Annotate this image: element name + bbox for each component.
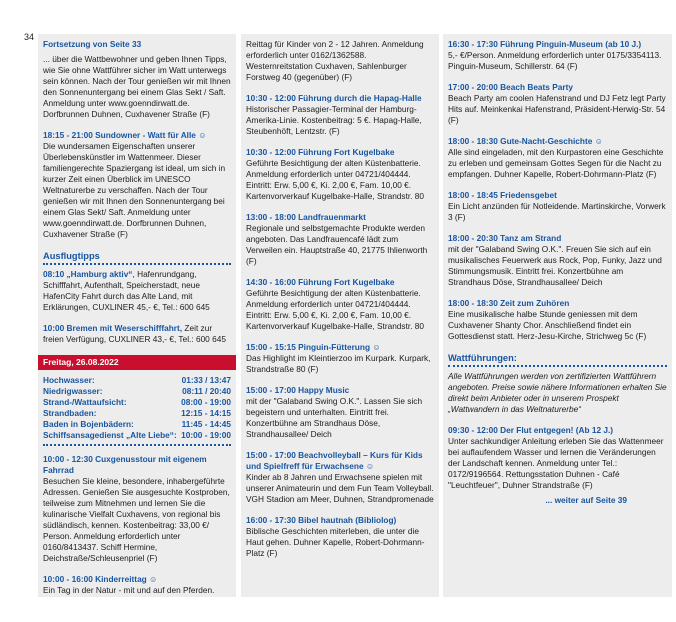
continued-to-link[interactable]: ... weiter auf Seite 39 [545, 495, 627, 505]
tide-label: Strand-/Wattaufsicht: [43, 397, 127, 407]
event-text: Beach Party am coolen Hafenstrand und DJ Fetz legt Party Hits auf. Meinkenkai Hafenstrand, Präsident-Herwig-Str. 54 (F) [448, 93, 666, 125]
event-title: 09:30 - 12:00 Der Flut entgegen! (Ab 12 J.) [448, 425, 614, 435]
event-bremen [43, 323, 231, 345]
watt-note [448, 371, 667, 415]
continued-from: Fortsetzung von Seite 33 [43, 39, 142, 49]
event-title: 10:00 - 16:00 Kinderreittag ☺ [43, 574, 158, 584]
event-title: 16:30 - 17:30 Führung Pinguin-Museum (ab 10 J.) [448, 39, 642, 49]
tide-row [43, 386, 231, 397]
tide-value: 12:15 - 14:15 [181, 408, 231, 418]
event-text: Reittag für Kinder von 2 - 12 Jahren. Anmeldung erforderlich unter 0162/1362588. Westernreitstation Cuxhaven, Sahlenburger Forstweg 40 (gegenüber) (F) [246, 39, 424, 82]
tide-row [43, 419, 231, 430]
event-title: 16:00 - 17:30 Bibel hautnah (Bibliolog) [246, 515, 397, 525]
event-text: Biblische Geschichten miterleben, die unter die Haut gehen. Duhner Kapelle, Robert-Dohrmann-Platz (F) [246, 526, 425, 558]
event-text: mit der "Galaband Swing O.K.". Freuen Sie sich auf ein musikalisches Feuerwerk aus Rock, Pop, Funky, Jazz und Stimmungsmusik. Eintritt frei. Konzertbühne am Strandhaus Döse, Strandhausallee/ Deich [448, 244, 662, 287]
tide-value: 10:00 - 19:00 [181, 430, 231, 440]
event-zuhoeren [448, 298, 667, 342]
tide-row [43, 430, 231, 441]
event-gute-nacht [448, 136, 667, 180]
tide-row [43, 397, 231, 408]
event-text: Das Highlight im Kleintierzoo im Kurpark. Kurpark, Strandstraße 80 (F) [246, 353, 431, 374]
event-title: 18:15 - 21:00 Sundowner - Watt für Alle ☺ [43, 130, 207, 140]
tide-label: Hochwasser: [43, 375, 95, 385]
tide-row [43, 408, 231, 419]
tide-table [43, 375, 231, 446]
event-title: 18:00 - 18:30 Gute-Nacht-Geschichte ☺ [448, 136, 604, 146]
event-title: 18:00 - 18:30 Zeit zum Zuhören [448, 298, 570, 308]
event-title: 15:00 - 15:15 Pinguin-Fütterung ☺ [246, 342, 381, 352]
event-sundowner [43, 130, 231, 240]
event-kinderreittag [43, 574, 231, 596]
event-title: 10:00 Bremen mit Weserschifffahrt, [43, 323, 183, 333]
column-3 [443, 34, 672, 597]
event-title: 13:00 - 18:00 Landfrauenmarkt [246, 212, 366, 222]
page-number: 34 [24, 32, 35, 42]
event-title: 10:30 - 12:00 Führung durch die Hapag-Halle [246, 93, 422, 103]
event-text: Ein Tag in der Natur - mit und auf den Pferden. [43, 585, 215, 595]
event-text: Die wundersamen Eigenschaften unserer Überlebenskünstler im Wattenmeer. Dieser familiengerechte Spaziergang ist ideal, um sich in kurzer Zeit einen Überblick im UNESCO Weltnaturerbe zu verschaffen. Nach der Tour genießen wir mit Ihnen den Sonnenuntergang bei einem Glas Sekt/ Saft. Anmeldung unter www.goenndirwatt.de. Dorfbrunnen Duhnen, Cuxhavener Straße (F) [43, 141, 226, 239]
event-text: Ein Licht anzünden für Notleidende. Martinskirche, Vorwerk 3 (F) [448, 201, 666, 222]
tide-value: 08:11 / 20:40 [182, 386, 231, 396]
event-kugelbake-2 [246, 277, 434, 332]
section-wattfuehrungen: Wattführungen: [448, 352, 667, 367]
event-text: Regionale und selbstgemachte Produkte werden angeboten. Das Landfrauencafé lädt zum Verweilen ein. Hauptstraße 40, 21775 Ihlienworth (F) [246, 223, 428, 266]
event-landfrauenmarkt [246, 212, 434, 267]
tide-label: Schiffsansagedienst „Alte Liebe“: [43, 430, 177, 440]
tide-value: 11:45 - 14:45 [181, 419, 231, 429]
day-header: Freitag, 26.08.2022 [38, 355, 236, 370]
event-title: 18:00 - 18:45 Friedensgebet [448, 190, 557, 200]
intro-text: ... über die Wattbewohner und geben Ihnen Tipps, wie Sie ohne Wattführer sicher im Watt unterwegs sein können. Nach der Tour genießen wir mit Ihnen den Sonnenuntergang bei einem Glas Sekt / Saft. Anmeldung unter www.goenndirwatt.de. Dorfbrunnen Duhnen, Cuxhavener Straße (F) [43, 54, 231, 119]
event-pinguin-museum [448, 39, 667, 72]
section-ausflugtipps: Ausflugtipps [43, 250, 231, 265]
event-pinguin-fuetterung [246, 342, 434, 375]
event-kugelbake-1 [246, 147, 434, 202]
event-text: 5,- €/Person. Anmeldung erforderlich unter 0175/3354113. Pinguin-Museum, Schillerstr. 64 (F) [448, 50, 662, 71]
note-text: Alle Wattführungen werden von zertifizierten Wattführern angeboten. Preise sowie nähere Informationen erhalten Sie direkt beim Anbieter oder in unserem Prospekt „Wattwandern in das Weltnaturerbe“ [448, 371, 667, 414]
event-text: Geführte Besichtigung der alten Küstenbatterie. Anmeldung erforderlich unter 04721/404444. Eintritt: Erw. 5,00 €, Ki. 2,00 €, Fam. 10,00 €. Kartenvorverkauf Kugelbake-Halle, Strandstr. 80 [246, 288, 425, 331]
event-text: , Hafenrundgang, Schifffahrt, Aufenthalt, Speicherstadt, neue HafenCity Fahrt durch das Alte Land, mit Erklärungen, CUXLINER 45,- €, Tel.: 600 645 [43, 269, 210, 312]
event-title: 14:30 - 16:00 Führung Fort Kugelbake [246, 277, 395, 287]
event-text: Historischer Passagier-Terminal der Hamburg-Amerika-Linie. Kostenbeitrag: 5 €. Hapag-Halle, Steubenhöft, Lentzstr. (F) [246, 104, 422, 136]
event-tanz [448, 233, 667, 288]
tide-label: Baden in Bojenbädern: [43, 419, 134, 429]
event-title: 15:00 - 17:00 Happy Music [246, 385, 350, 395]
event-happy-music [246, 385, 434, 440]
event-title: 18:00 - 20:30 Tanz am Strand [448, 233, 562, 243]
event-text: Zeit zur freien Verfügung, CUXLINER 43,- €, Tel.: 600 645 [43, 323, 226, 344]
event-beach-party [448, 82, 667, 126]
event-text: Unter sachkundiger Anleitung erleben Sie das Wattenmeer bei auflaufendem Wasser und lernen die Veränderungen der Landschaft kennen. Anmeldung unter Tel.: 0172/9196564. Rettungsstation Duhnen - Café "Leuchtfeuer", Duhner Strandstraße (F) [448, 436, 664, 490]
tide-value: 01:33 / 13:47 [181, 375, 231, 385]
column-2 [241, 34, 439, 597]
intro-block [43, 39, 231, 120]
event-friedensgebet [448, 190, 667, 223]
event-text: Kinder ab 8 Jahren und Erwachsene spielen mit unserer Animateurin und dem Fun Team Volleyball. VGH Stadion am Meer, Duhnen, Strandpromenade [246, 472, 434, 504]
column-1 [38, 34, 236, 597]
event-bibel [246, 515, 434, 559]
event-hamburg [43, 269, 231, 313]
event-hapag [246, 93, 434, 137]
event-text: Alle sind eingeladen, mit den Kurpastoren eine Geschichte zu erleben und gemeinsam Gottes Segen für die Nacht zu empfangen. Duhner Kapelle, Robert-Dohrmann-Platz (F) [448, 147, 664, 179]
event-title: 10:30 - 12:00 Führung Fort Kugelbake [246, 147, 395, 157]
tide-row [43, 375, 231, 386]
event-text: Besuchen Sie kleine, besondere, inhabergeführte Adressen. Genießen Sie ausgesuchte Kostproben, teilweise zum Mitnehmen und lernen Sie die kulinarische Vielfalt Cuxhavens, von regional bis südländisch, kennen. Kostenbeitrag: 33,00 €/ Person. Anmeldung erforderlich unter 0160/8413437. Schiff Hermine, Deichstraße/Schleusenpriel (F) [43, 476, 230, 563]
event-title: 10:00 - 12:30 Cuxgenusstour mit eigenem Fahrrad [43, 454, 207, 475]
event-title: 17:00 - 20:00 Beach Beats Party [448, 82, 573, 92]
tide-label: Niedrigwasser: [43, 386, 103, 396]
event-text: Eine musikalische halbe Stunde geniessen mit dem Cuxhavener Shanty Chor. Anschließend findet ein Gottesdienst statt. Herz-Jesu-Kirche, Strichweg 5c (F) [448, 309, 647, 341]
event-flut [448, 425, 667, 491]
event-title: 08:10 „Hamburg aktiv“ [43, 269, 133, 279]
event-cuxgenusstour [43, 454, 231, 564]
dotted-divider [43, 444, 231, 446]
event-reittag-cont [246, 39, 434, 83]
event-beachvolleyball [246, 450, 434, 505]
tide-value: 08:00 - 19:00 [181, 397, 231, 407]
event-title: 15:00 - 17:00 Beachvolleyball – Kurs für Kids und Spielfreff für Erwachsene ☺ [246, 450, 423, 471]
event-text: Geführte Besichtigung der alten Küstenbatterie. Anmeldung erforderlich unter 04721/404444. Eintritt: Erw. 5,00 €, Ki. 2,00 €, Fam. 10,00 €. Kartenvorverkauf Kugelbake-Halle, Strandstr. 80 [246, 158, 425, 201]
event-text: mit der "Galaband Swing O.K.". Lassen Sie sich begeistern und unterhalten. Eintritt frei. Konzertbühne am Strandhaus Döse, Strandhausallee/ Deich [246, 396, 423, 439]
tide-label: Strandbaden: [43, 408, 97, 418]
